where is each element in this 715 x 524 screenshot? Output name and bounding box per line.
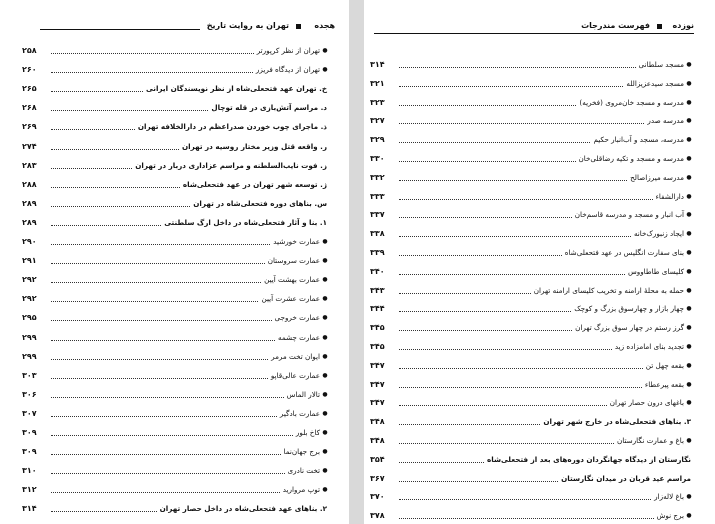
toc-entry-title: کاخ بلور — [295, 428, 320, 437]
toc-entry-title: خ. تهران عهد فتحعلی‌شاه از نظر نویسندگان ایرانی — [146, 84, 327, 94]
dot-leader — [51, 397, 284, 398]
bullet-icon: ● — [686, 380, 692, 388]
toc-entry-page-number: ۳۰۹ — [22, 428, 37, 437]
toc-entry — [22, 216, 330, 229]
dot-leader — [51, 454, 281, 455]
dot-leader — [399, 387, 642, 388]
toc-entry-page-number: ۳۳۲ — [370, 172, 385, 182]
toc-entry-title: ز. فوت نایب‌السلطنه و مراسم عزاداری دربار در تهران — [135, 160, 327, 170]
left-page-header — [40, 20, 335, 34]
toc-entry-title: تخت نادری — [287, 466, 320, 476]
toc-entry-page-number: ۳۰۹ — [22, 447, 37, 457]
bullet-icon: ● — [686, 324, 692, 332]
dot-leader — [399, 217, 572, 218]
toc-entry-page-number: ۳۳۹ — [370, 248, 385, 257]
dot-leader — [399, 105, 576, 106]
dot-leader — [51, 282, 261, 283]
toc-entry — [22, 140, 330, 153]
toc-entry-page-number: ۳۴۵ — [370, 342, 385, 351]
dot-leader — [399, 161, 576, 162]
bullet-icon: ● — [686, 211, 692, 219]
toc-entry-title: کلیسای طاطاووس — [627, 266, 684, 276]
dot-leader — [51, 53, 254, 54]
toc-entry-title: مدرسه و مسجد و تکیه رضاقلی‌خان — [578, 154, 684, 163]
toc-entry — [370, 415, 694, 428]
toc-entry — [22, 235, 330, 248]
toc-entry-page-number: ۲۵۸ — [22, 46, 37, 55]
dot-leader — [51, 473, 285, 474]
bullet-icon: ● — [686, 61, 692, 68]
right-page-number: نوزده — [672, 21, 694, 30]
toc-entry — [370, 321, 694, 334]
toc-entry — [22, 120, 330, 133]
toc-entry-page-number: ۲۹۵ — [22, 313, 37, 323]
toc-entry-page-number: ۳۴۷ — [370, 360, 385, 370]
toc-entry-title: عمارت بادگیر — [279, 408, 320, 418]
dot-leader — [399, 274, 625, 275]
toc-entry — [370, 509, 694, 522]
toc-entry-page-number: ۲۹۱ — [22, 256, 37, 266]
header-rule — [40, 29, 200, 30]
toc-entry-title: ذ. ماجرای چوب خوردن صدراعظم در دارالخلافه تهران — [137, 122, 327, 132]
toc-entry-title: دارالشفاء — [655, 191, 684, 201]
dot-leader — [399, 424, 540, 425]
dot-leader — [51, 320, 272, 321]
toc-entry-page-number: ۲۶۹ — [22, 122, 37, 132]
toc-entry-page-number: ۳۴۸ — [370, 417, 385, 427]
bullet-icon: ● — [322, 352, 328, 360]
toc-entry — [370, 359, 694, 372]
toc-entry-title: ر. واقعه قتل وزیر مختار روسیه در تهران — [182, 141, 327, 151]
toc-entry-title: بنای سفارت انگلیس در عهد فتحعلی‌شاه — [564, 248, 684, 257]
toc-entry-title: توپ مروارید — [282, 485, 320, 495]
bullet-icon: ● — [686, 343, 692, 350]
toc-entry — [22, 292, 330, 305]
toc-entry-title: مراسم عید قربان در میدان نگارستان — [561, 473, 691, 483]
dot-leader — [51, 206, 190, 207]
bullet-icon: ● — [322, 295, 328, 303]
toc-entry-page-number: ۲۶۵ — [22, 84, 37, 94]
dot-leader — [51, 244, 270, 245]
toc-entry-title: تالار الماس — [286, 389, 320, 399]
toc-entry-title: مسجد سیدعزیزالله — [626, 78, 684, 88]
toc-entry — [22, 426, 330, 439]
toc-entry-title: باغهای درون حصار تهران — [609, 398, 684, 408]
toc-entry — [370, 434, 694, 447]
toc-entry-title: تهران از نظر کرپورتر — [256, 46, 320, 55]
toc-entry — [370, 208, 694, 221]
dot-leader — [51, 340, 275, 341]
toc-entry — [370, 58, 694, 71]
toc-entry — [22, 63, 330, 76]
toc-entry-title: باغ لاله‌زار — [654, 492, 684, 502]
bullet-icon: ● — [686, 230, 692, 238]
bullet-icon: ● — [686, 512, 692, 520]
left-page-running-title: تهران به روایت تاریخ — [206, 21, 289, 30]
toc-entry — [370, 114, 694, 127]
bullet-icon: ● — [686, 305, 692, 313]
bullet-icon: ● — [322, 448, 328, 456]
dot-leader — [399, 330, 572, 331]
dot-leader — [51, 129, 135, 130]
toc-entry-title: آب انبار و مسجد و مدرسه قاسم‌خان — [574, 210, 684, 220]
right-page-running-title: فهرست مندرجات — [581, 21, 650, 30]
toc-entry-page-number: ۳۰۶ — [22, 389, 37, 399]
toc-entry — [370, 265, 694, 278]
toc-entry-page-number: ۳۷۸ — [370, 511, 385, 521]
toc-entry — [370, 472, 694, 485]
toc-entry-page-number: ۳۱۴ — [22, 504, 37, 514]
toc-entry-page-number: ۳۴۴ — [370, 304, 385, 314]
toc-entry-page-number: ۳۵۴ — [370, 454, 385, 464]
bullet-icon: ● — [686, 437, 692, 444]
dot-leader — [51, 301, 258, 302]
toc-entry-page-number: ۲۹۹ — [22, 351, 37, 361]
toc-entry-page-number: ۳۱۰ — [22, 466, 37, 476]
right-page — [364, 0, 713, 524]
toc-entry — [22, 44, 330, 57]
bullet-icon: ● — [322, 47, 328, 54]
toc-entry-page-number: ۳۴۰ — [370, 266, 385, 276]
toc-entry-title: بقعه پیرعطاء — [644, 379, 684, 389]
dot-leader — [51, 91, 143, 92]
dot-leader — [51, 168, 132, 169]
toc-entry — [370, 284, 694, 297]
toc-entry-title: ۲. بناهای عهد فتحعلی‌شاه در داخل حصار تهران — [159, 504, 327, 514]
toc-entry-title: تهران از دیدگاه فریزر — [255, 65, 320, 75]
toc-entry-page-number: ۲۸۸ — [22, 179, 37, 189]
toc-entry-title: د. مراسم آتش‌بازی در قله توچال — [211, 103, 327, 113]
toc-entry — [22, 178, 330, 191]
dot-leader — [51, 263, 265, 264]
toc-entry-page-number: ۳۴۷ — [370, 398, 385, 408]
bullet-icon: ● — [686, 173, 692, 181]
bullet-icon: ● — [686, 117, 692, 125]
toc-entry — [22, 388, 330, 401]
toc-entry-page-number: ۳۳۸ — [370, 229, 385, 239]
toc-entry — [22, 483, 330, 496]
bullet-icon: ● — [686, 98, 692, 106]
toc-entry — [370, 453, 694, 466]
toc-entry — [22, 407, 330, 420]
header-rule — [374, 33, 694, 34]
toc-entry-title: بقعه چهل تن — [645, 360, 684, 370]
toc-entry-title: برج نوش — [656, 511, 684, 521]
dot-leader — [51, 492, 280, 493]
toc-entry — [370, 302, 694, 315]
toc-entry — [22, 82, 330, 95]
toc-entry-page-number: ۳۷۰ — [370, 492, 385, 502]
dot-leader — [399, 123, 644, 124]
dot-leader — [399, 462, 484, 463]
toc-entry-title: حمله به محلهٔ ارامنه و تخریب کلیسای ارامنه تهران — [533, 285, 684, 295]
dot-leader — [399, 405, 607, 406]
dot-leader — [51, 72, 253, 73]
bullet-icon: ● — [322, 238, 328, 245]
dot-leader — [399, 368, 643, 369]
toc-entry-page-number: ۳۴۸ — [370, 436, 385, 445]
bullet-icon: ● — [686, 192, 692, 200]
dot-leader — [399, 67, 636, 68]
bullet-icon: ● — [686, 361, 692, 369]
dot-leader — [399, 311, 571, 312]
right-header-rule-wrap — [374, 33, 694, 47]
toc-entry-title: برج جهان‌نما — [283, 447, 320, 457]
dot-leader — [51, 149, 179, 150]
toc-entry-page-number: ۳۲۳ — [370, 97, 385, 107]
toc-entry-page-number: ۲۹۰ — [22, 237, 37, 246]
bullet-icon: ● — [686, 249, 692, 256]
bullet-icon: ● — [686, 399, 692, 407]
toc-entry — [22, 350, 330, 363]
toc-entry-page-number: ۳۳۳ — [370, 191, 385, 201]
toc-entry-title: ۱. بنا و آثار فتحعلی‌شاه در داخل ارگ سلطنتی — [164, 217, 327, 227]
toc-entry-page-number: ۲۶۸ — [22, 103, 37, 113]
toc-entry-page-number: ۳۴۵ — [370, 323, 385, 333]
toc-entry-page-number: ۳۰۳ — [22, 370, 37, 380]
toc-entry-title: ایوان تخت مرمر — [271, 351, 320, 361]
toc-entry-page-number: ۲۸۹ — [22, 217, 37, 227]
right-page-header — [374, 20, 694, 34]
toc-entry-title: عمارت بهشت آیین — [264, 275, 320, 285]
dot-leader — [399, 86, 623, 87]
toc-entry-page-number: ۳۲۹ — [370, 135, 385, 145]
bullet-icon: ● — [686, 155, 692, 162]
toc-entry — [370, 190, 694, 203]
toc-entry-title: تجدید بنای امامزاده زید — [614, 342, 684, 351]
toc-entry-title: ژ. توسعه شهر تهران در عهد فتحعلی‌شاه — [182, 179, 327, 189]
toc-entry-page-number: ۲۹۹ — [22, 332, 37, 342]
dot-leader — [51, 110, 208, 111]
dot-leader — [399, 142, 590, 143]
toc-entry-title: مدرسه میرزاصالح — [630, 172, 684, 182]
bullet-icon: ● — [686, 136, 692, 144]
book-gutter — [349, 0, 364, 524]
bullet-icon: ● — [322, 314, 328, 322]
dot-leader — [399, 349, 612, 350]
toc-entry-title: عمارت چشمه — [277, 332, 320, 342]
dot-leader — [399, 236, 631, 237]
bullet-icon: ● — [322, 409, 328, 417]
toc-entry-title: گرز رستم در چهار سوق بزرگ تهران — [575, 323, 684, 333]
dot-leader — [399, 499, 651, 500]
toc-entry-title: عمارت عالی‌قاپو — [270, 370, 320, 380]
toc-entry-page-number: ۳۴۳ — [370, 285, 385, 295]
dot-leader — [399, 180, 627, 181]
toc-entry-title: س. بناهای دوره فتحعلی‌شاه در تهران — [193, 198, 327, 208]
toc-entry-page-number: ۳۱۴ — [370, 60, 385, 69]
bullet-icon: ● — [322, 371, 328, 379]
toc-entry — [370, 227, 694, 240]
toc-entry-page-number: ۳۲۷ — [370, 116, 385, 126]
toc-entry — [22, 502, 330, 515]
dot-leader — [51, 359, 268, 360]
toc-entry — [370, 133, 694, 146]
header-square-icon — [657, 24, 662, 29]
toc-entry — [370, 152, 694, 165]
toc-entry-page-number: ۲۹۲ — [22, 275, 37, 285]
toc-entry-title: مدرسه صدر — [647, 116, 684, 126]
toc-entry — [22, 311, 330, 324]
header-square-icon — [296, 24, 301, 29]
left-page — [0, 0, 349, 524]
dot-leader — [51, 187, 180, 188]
bullet-icon: ● — [322, 257, 328, 265]
toc-entry-title: مسجد سلطانی — [638, 60, 684, 69]
toc-entry-title: مدرسه و مسجد خان‌مروی (فخریه) — [579, 97, 684, 107]
toc-entry-page-number: ۲۹۲ — [22, 294, 37, 304]
toc-entry-page-number: ۳۲۱ — [370, 78, 385, 88]
toc-entry-title: ایجاد زنبورک‌خانه — [633, 229, 684, 239]
toc-entry — [22, 159, 330, 172]
toc-entry — [370, 378, 694, 391]
toc-entry — [370, 396, 694, 409]
bullet-icon: ● — [322, 333, 328, 341]
toc-entry-page-number: ۲۶۰ — [22, 65, 37, 75]
toc-entry — [370, 171, 694, 184]
left-page-number: هجده — [314, 21, 335, 30]
bullet-icon: ● — [686, 79, 692, 87]
toc-entry-title: چهار بازار و چهارسوق بزرگ و کوچک — [574, 304, 684, 314]
toc-entry-page-number: ۳۴۷ — [370, 379, 385, 389]
toc-entry — [22, 464, 330, 477]
toc-entry — [22, 369, 330, 382]
dot-leader — [51, 225, 161, 226]
dot-leader — [51, 378, 268, 379]
toc-entry-page-number: ۳۳۷ — [370, 210, 385, 220]
dot-leader — [399, 443, 614, 444]
toc-entry-page-number: ۲۸۳ — [22, 160, 37, 170]
toc-entry — [370, 490, 694, 503]
toc-entry — [22, 101, 330, 114]
dot-leader — [399, 481, 558, 482]
toc-entry-title: نگارستان از دیدگاه جهانگردان دوره‌های بعد از فتحعلی‌شاه — [487, 454, 691, 464]
bullet-icon: ● — [322, 467, 328, 475]
bullet-icon: ● — [686, 493, 692, 501]
bullet-icon: ● — [322, 390, 328, 398]
toc-entry-title: عمارت خورشید — [273, 237, 320, 246]
bullet-icon: ● — [686, 267, 692, 275]
dot-leader — [51, 511, 157, 512]
toc-entry-page-number: ۳۶۷ — [370, 473, 385, 483]
dot-leader — [51, 435, 293, 436]
toc-entry-page-number: ۳۱۲ — [22, 485, 37, 495]
bullet-icon: ● — [322, 66, 328, 74]
bullet-icon: ● — [322, 429, 328, 436]
toc-entry-title: مدرسه، مسجد و آب‌انبار حکیم — [593, 135, 684, 145]
toc-entry-title: باغ و عمارت نگارستان — [617, 436, 684, 445]
dot-leader — [51, 416, 277, 417]
toc-entry — [370, 96, 694, 109]
bullet-icon: ● — [322, 486, 328, 494]
toc-entry-title: ۳. بناهای فتحعلی‌شاه در خارج شهر تهران — [543, 417, 691, 427]
dot-leader — [399, 255, 562, 256]
toc-entry — [22, 254, 330, 267]
dot-leader — [399, 293, 531, 294]
toc-entry-page-number: ۳۰۷ — [22, 408, 37, 418]
dot-leader — [399, 518, 654, 519]
toc-entry — [370, 246, 694, 259]
toc-entry — [370, 340, 694, 353]
toc-entry — [22, 273, 330, 286]
bullet-icon: ● — [686, 286, 692, 294]
toc-entry — [22, 331, 330, 344]
toc-entry-page-number: ۲۷۴ — [22, 141, 37, 151]
toc-entry — [22, 197, 330, 210]
toc-entry — [22, 445, 330, 458]
toc-entry-title: عمارت خروجی — [274, 313, 320, 323]
toc-entry-title: عمارت سروستان — [267, 256, 320, 266]
toc-entry-title: عمارت عشرت آیین — [261, 294, 320, 304]
toc-entry-page-number: ۲۸۹ — [22, 198, 37, 208]
toc-entry-page-number: ۳۳۰ — [370, 154, 385, 163]
dot-leader — [399, 199, 653, 200]
bullet-icon: ● — [322, 276, 328, 284]
toc-entry — [370, 77, 694, 90]
